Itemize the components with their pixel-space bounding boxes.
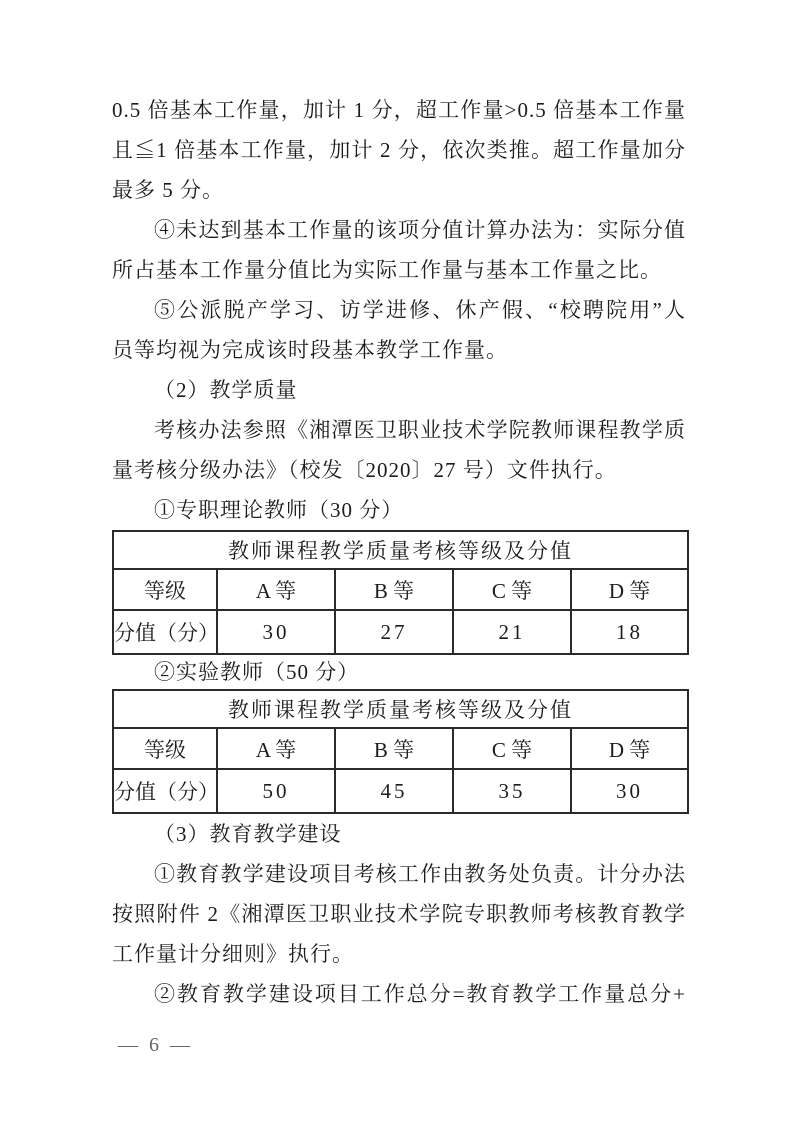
table-caption-theory-teacher: ①专职理论教师（30 分） [154, 498, 404, 522]
grade-c-header: C 等 [453, 728, 571, 769]
grade-b-header: B 等 [335, 728, 453, 769]
page-body [112, 90, 686, 1014]
table-caption-lab-teacher: ②实验教师（50 分） [154, 660, 360, 684]
paragraph-line: 量考核分级办法》（校发〔2020〕27 号）文件执行。 [112, 458, 617, 482]
grade-column-header: 等级 [113, 569, 217, 610]
paragraph-line: ⑤公派脱产学习、访学进修、休产假、“校聘院用”人 [154, 298, 686, 322]
score-value-d: 30 [571, 769, 688, 813]
grade-c-header: C 等 [453, 569, 571, 610]
score-value-a: 30 [217, 610, 335, 654]
score-value-a: 50 [217, 769, 335, 813]
grade-a-header: A 等 [217, 728, 335, 769]
table-title: 教师课程教学质量考核等级及分值 [113, 690, 688, 728]
grade-b-header: B 等 [335, 569, 453, 610]
grade-d-header: D 等 [571, 569, 688, 610]
grade-a-header: A 等 [217, 569, 335, 610]
section-heading-education-construction: （3）教育教学建设 [154, 822, 342, 846]
paragraph-line: 工作量计分细则》执行。 [112, 942, 354, 966]
lab-teacher-score-table [112, 689, 689, 814]
score-value-d: 18 [571, 610, 688, 654]
paragraph-line: ④未达到基本工作量的该项分值计算办法为：实际分值 [154, 218, 686, 242]
table-title: 教师课程教学质量考核等级及分值 [113, 531, 688, 569]
grade-d-header: D 等 [571, 728, 688, 769]
score-value-b: 45 [335, 769, 453, 813]
paragraph-line: 按照附件 2《湘潭医卫职业技术学院专职教师考核教育教学 [112, 902, 686, 926]
theory-teacher-score-table [112, 530, 689, 655]
page-number: — 6 — [118, 1034, 193, 1056]
paragraph-line: ②教育教学建设项目工作总分=教育教学工作量总分+ [154, 982, 686, 1006]
paragraph-line: 员等均视为完成该时段基本教学工作量。 [112, 338, 508, 362]
paragraph-line: 所占基本工作量分值比为实际工作量与基本工作量之比。 [112, 258, 662, 282]
score-row-label: 分值（分） [113, 610, 217, 654]
score-row-label: 分值（分） [113, 769, 217, 813]
score-value-c: 35 [453, 769, 571, 813]
paragraph-line: 考核办法参照《湘潭医卫职业技术学院教师课程教学质 [154, 418, 686, 442]
paragraph-line: 最多 5 分。 [112, 178, 224, 202]
paragraph-line: 0.5 倍基本工作量，加计 1 分，超工作量>0.5 倍基本工作量 [112, 98, 686, 122]
section-heading-teaching-quality: （2）教学质量 [154, 378, 298, 402]
grade-column-header: 等级 [113, 728, 217, 769]
score-value-b: 27 [335, 610, 453, 654]
paragraph-line: ①教育教学建设项目考核工作由教务处负责。计分办法 [154, 862, 686, 886]
paragraph-line: 且≦1 倍基本工作量，加计 2 分，依次类推。超工作量加分 [112, 138, 686, 162]
score-value-c: 21 [453, 610, 571, 654]
